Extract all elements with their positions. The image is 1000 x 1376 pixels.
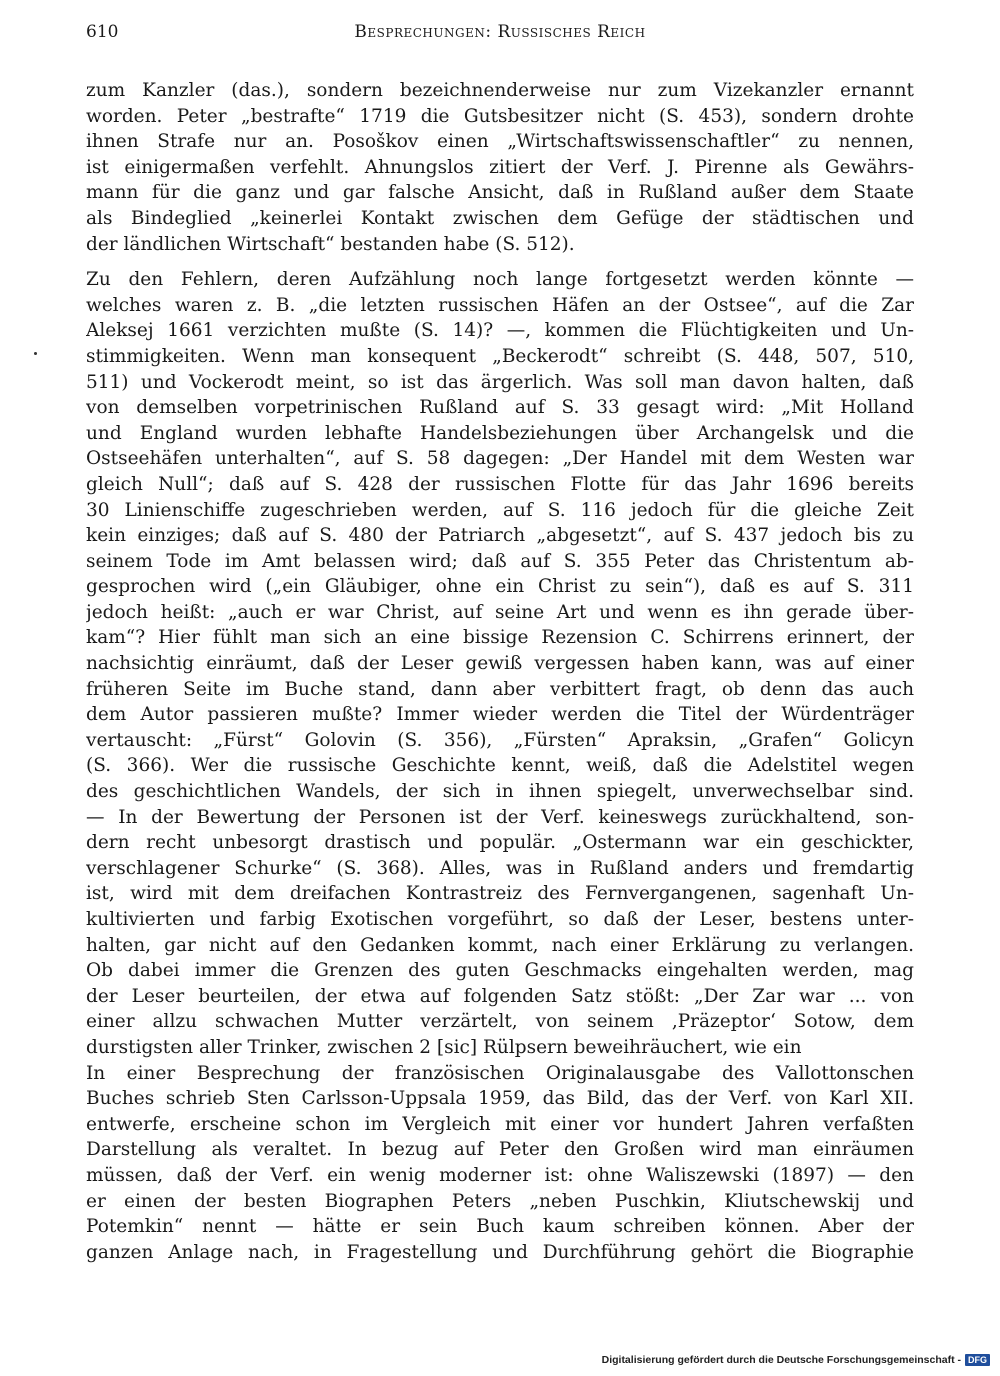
paragraph-3: [86, 1061, 914, 1266]
text-line: der ländlichen Wirtschaft“ bestanden habe (S. 512).: [86, 233, 575, 255]
text-line: halten, gar nicht auf den Gedanken kommt, nach einer Erklärung zu verlangen.: [86, 934, 914, 956]
text-line: nachsichtig einräumt, daß der Leser gewiß vergessen haben kann, was auf einer: [86, 653, 914, 675]
text-line: ganzen Anlage nach, in Fragestellung und Durchführung gehört die Biographie: [86, 1241, 914, 1263]
paragraph-2: [86, 267, 914, 1060]
text-line: Potemkin“ nennt — hätte er sein Buch kaum schreiben können. Aber der: [86, 1216, 914, 1238]
text-line: gesprochen wird („ein Gläubiger, ohne ein Christ zu sein“), daß es auf S. 311: [86, 576, 914, 598]
text-line: und England wurden lebhafte Handelsbeziehungen über Archangelsk und die: [86, 422, 914, 444]
text-line: früheren Seite im Buche stand, dann aber verbittert fragt, ob denn das auch: [86, 678, 914, 700]
text-line: des geschichtlichen Wandels, der sich in ihnen spiegelt, unverwechselbar sind.: [86, 781, 914, 803]
text-line: seinem Tode im Amt belassen wird; daß auf S. 355 Peter das Christentum ab-: [86, 550, 914, 572]
text-line: stimmigkeiten. Wenn man konsequent „Beckerodt“ schreibt (S. 448, 507, 510,: [86, 345, 914, 367]
digitization-credit: [602, 1354, 990, 1366]
text-line: entwerfe, erscheine schon im Vergleich mit einer vor hundert Jahren verfaßten: [86, 1113, 914, 1135]
text-line: ihnen Strafe nur an. Posoškov einen „Wirtschaftswissenschaftler“ zu nennen,: [86, 131, 914, 153]
text-line: er einen der besten Biographen Peters „neben Puschkin, Kliutschewskij und: [86, 1190, 914, 1212]
text-line: Darstellung als veraltet. In bezug auf Peter den Großen wird man einräumen: [86, 1139, 914, 1161]
text-line: Zu den Fehlern, deren Aufzählung noch lange fortgesetzt werden könnte —: [86, 269, 914, 291]
text-line: Aleksej 1661 verzichten mußte (S. 14)? —, kommen die Flüchtigkeiten und Un-: [86, 320, 914, 342]
text-line: ist, wird mit dem dreifachen Kontrastreiz des Fernvergangenen, sagenhaft Un-: [86, 883, 914, 905]
text-line: jedoch heißt: „auch er war Christ, auf seine Art und wenn es ihn gerade über-: [86, 601, 914, 623]
text-line: der Leser beurteilen, der etwa auf folgenden Satz stößt: „Der Zar war ... von: [86, 985, 914, 1007]
text-line: — In der Bewertung der Personen ist der Verf. keineswegs zurückhaltend, son-: [86, 806, 914, 828]
text-line: verschlagener Schurke“ (S. 368). Alles, was in Rußland anders und fremdartig: [86, 857, 914, 879]
body-text: [86, 78, 914, 1265]
text-line: von demselben vorpetrinischen Rußland auf S. 33 gesagt wird: „Mit Holland: [86, 397, 914, 419]
text-line: dern recht unbesorgt drastisch und populär. „Ostermann war ein geschickter,: [86, 832, 914, 854]
text-line: ist einigermaßen verfehlt. Ahnungslos zitiert der Verf. J. Pirenne als Gewährs-: [86, 156, 914, 178]
text-line: In einer Besprechung der französischen Originalausgabe des Vallottonschen: [86, 1062, 914, 1084]
text-line: 511) und Vockerodt meint, so ist das ärgerlich. Was soll man davon halten, daß: [86, 371, 914, 393]
paragraph-gap: [86, 257, 914, 267]
text-line: durstigsten aller Trinker, zwischen 2 [sic] Rülpsern beweihräuchert, wie ein: [86, 1036, 802, 1058]
text-line: dem Autor passieren mußte? Immer wieder werden die Titel der Würdenträger: [86, 704, 914, 726]
text-line: einer allzu schwachen Mutter verzärtelt, von seinem ‚Präzeptor‘ Sotow, dem: [86, 1011, 914, 1033]
text-line: 30 Linienschiffe zugeschrieben werden, auf S. 116 jedoch für die gleiche Zeit: [86, 499, 914, 521]
text-line: mann für die ganz und gar falsche Ansicht, daß in Rußland außer dem Staate: [86, 182, 914, 204]
running-head: Besprechungen: Russisches Reich: [354, 22, 646, 42]
text-line: Buches schrieb Sten Carlsson-Uppsala 1959, das Bild, das der Verf. von Karl XII.: [86, 1088, 914, 1110]
text-line: als Bindeglied „keinerlei Kontakt zwischen dem Gefüge der städtischen und: [86, 207, 914, 229]
text-line: Ob dabei immer die Grenzen des guten Geschmacks eingehalten werden, mag: [86, 960, 914, 982]
text-line: vertauscht: „Fürst“ Golovin (S. 356), „Fürsten“ Apraksin, „Grafen“ Golicyn: [86, 729, 914, 751]
dfg-logo: DFG: [965, 1354, 990, 1366]
text-line: (S. 366). Wer die russische Geschichte kennt, weiß, daß die Adelstitel wegen: [86, 755, 914, 777]
text-line: worden. Peter „bestrafte“ 1719 die Gutsbesitzer nicht (S. 453), sondern drohte: [86, 105, 914, 127]
text-line: Ostseehäfen unterhalten“, auf S. 58 dagegen: „Der Handel mit dem Westen war: [86, 448, 914, 470]
text-line: gleich Null“; daß auf S. 428 der russischen Flotte für das Jahr 1696 bereits: [86, 473, 914, 495]
page-number: 610: [86, 22, 119, 42]
text-line: kein einziges; daß auf S. 480 der Patriarch „abgesetzt“, auf S. 437 jedoch bis zu: [86, 525, 914, 547]
text-line: müssen, daß der Verf. ein wenig moderner ist: ohne Waliszewski (1897) — den: [86, 1164, 914, 1186]
text-line: kultivierten und farbig Exotischen vorgeführt, so daß der Leser, bestens unter-: [86, 909, 914, 930]
credit-text: Digitalisierung gefördert durch die Deutsche Forschungsgemeinschaft -: [601, 1354, 961, 1366]
text-line: kam“? Hier fühlt man sich an eine bissige Rezension C. Schirrens erinnert, der: [86, 627, 914, 649]
paragraph-1: [86, 78, 914, 257]
text-line: zum Kanzler (das.), sondern bezeichnenderweise nur zum Vizekanzler ernannt: [86, 80, 914, 101]
margin-mark: [34, 352, 37, 355]
text-line: welches waren z. B. „die letzten russischen Häfen an der Ostsee“, auf die Zar: [86, 294, 914, 316]
